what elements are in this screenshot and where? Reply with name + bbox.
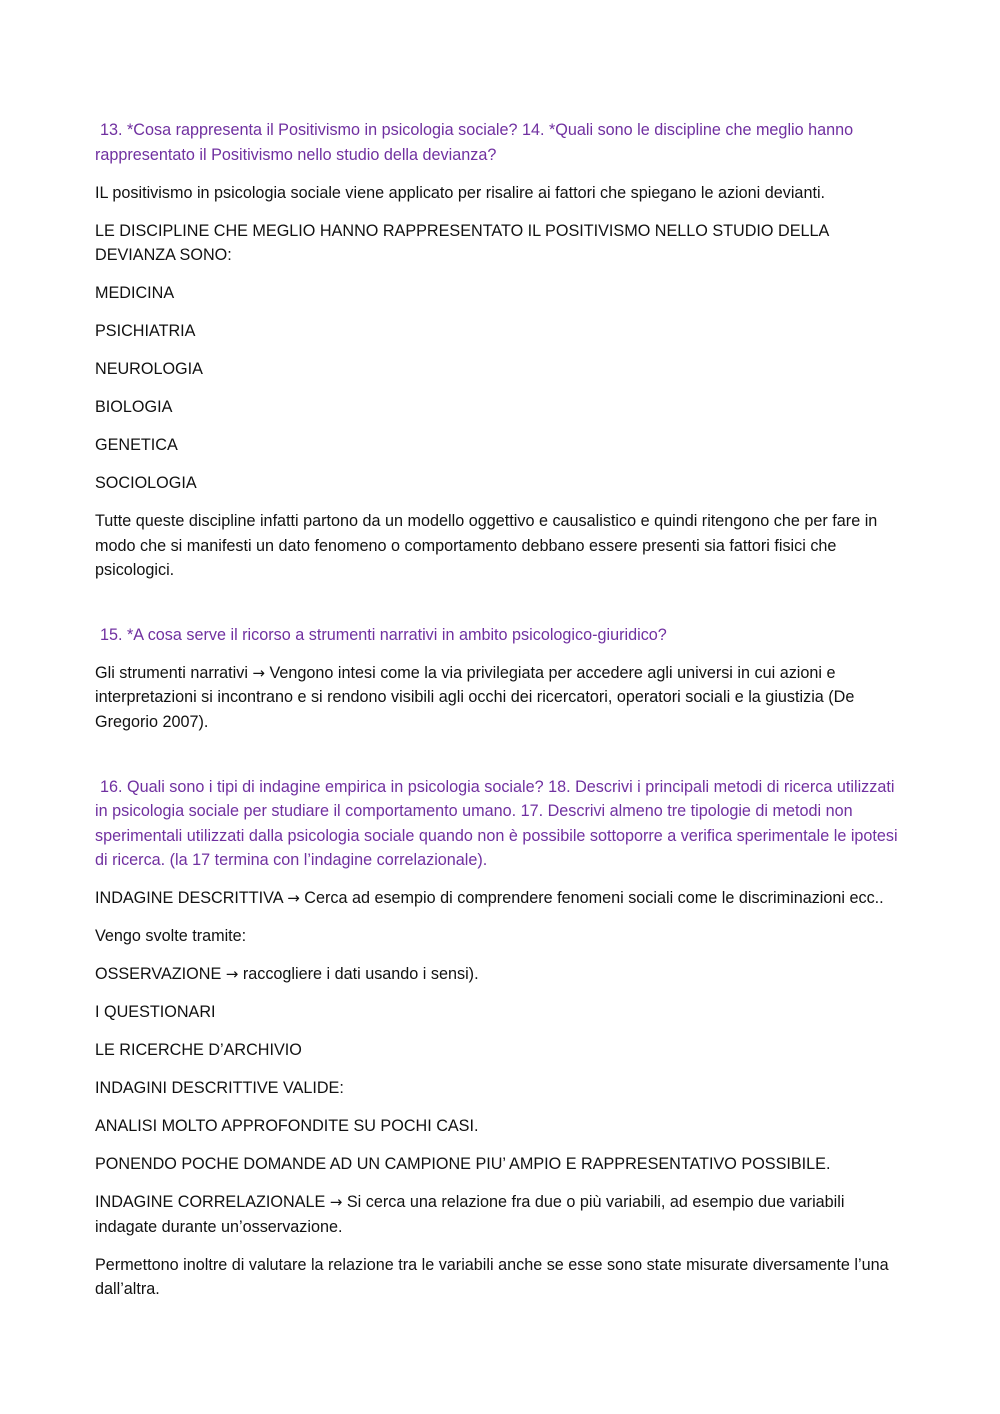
discipline-item: NEUROLOGIA: [95, 360, 203, 379]
paragraph-discipline-heading: LE DISCIPLINE CHE MEGLIO HANNO RAPPRESENTATO IL POSITIVISMO NELLO STUDIO DELLA DEVIANZA SONO:: [95, 221, 829, 265]
arrow-right-icon: →: [287, 889, 300, 908]
question-15: 15. *A cosa serve il ricorso a strumenti narrativi in ambito psicologico-giuridico?: [100, 625, 667, 644]
arrow-right-icon: →: [329, 1193, 343, 1212]
paragraph-questionari: I QUESTIONARI: [95, 1003, 216, 1022]
arrow-right-icon: →: [225, 965, 239, 984]
discipline-item: BIOLOGIA: [95, 398, 173, 417]
paragraph-indagini-valide: INDAGINI DESCRITTIVE VALIDE:: [95, 1079, 344, 1098]
question-16-18-17: 16. Quali sono i tipi di indagine empirica in psicologia sociale? 18. Descrivi i principali metodi di ricerca utilizzati in psicologia sociale per studiare il comportamento umano. 17. Descrivi almeno tre tipologie di metodi non sperimentali utilizzati dalla psicologia sociale quando non è possibile sottoporre a verifica sperimentale le ipotesi di ricerca. (la 17 termina con l’indagine correlazionale).: [95, 777, 898, 870]
paragraph-vengo-svolte: Vengo svolte tramite:: [95, 927, 247, 946]
paragraph-indagine-correlazionale: INDAGINE CORRELAZIONALE → Si cerca una relazione fra due o più variabili, ad esempio due variabili indagate durante un’osservazione.: [95, 1193, 845, 1236]
paragraph-ponendo: PONENDO POCHE DOMANDE AD UN CAMPIONE PIU’ AMPIO E RAPPRESENTATIVO POSSIBILE.: [95, 1155, 831, 1174]
discipline-item: MEDICINA: [95, 284, 175, 303]
paragraph-analisi: ANALISI MOLTO APPROFONDITE SU POCHI CASI.: [95, 1117, 479, 1136]
question-13-14: 13. *Cosa rappresenta il Positivismo in psicologia sociale? 14. *Quali sono le discipline che meglio hanno rappresentato il Positivismo nello studio della devianza?: [95, 121, 854, 164]
paragraph-positivismo: IL positivismo in psicologia sociale viene applicato per risalire ai fattori che spiegano le azioni devianti.: [95, 183, 826, 202]
arrow-right-icon: →: [252, 663, 265, 682]
document-page: [95, 118, 907, 1315]
paragraph-permettono: Permettono inoltre di valutare la relazione tra le variabili anche se esse sono state misurate diversamente l’una dall’altra.: [95, 1255, 889, 1299]
discipline-item: GENETICA: [95, 436, 178, 455]
paragraph-strumenti-narrativi: Gli strumenti narrativi → Vengono intesi come la via privilegiata per accedere agli universi in cui azioni e interpretazioni si incontrano e si rendono visibili agli occhi dei ricercatori, operatori sociali e la giustizia (De Gregorio 2007).: [95, 663, 855, 731]
discipline-item: SOCIOLOGIA: [95, 474, 197, 493]
discipline-item: PSICHIATRIA: [95, 322, 196, 341]
paragraph-osservazione: OSSERVAZIONE → raccogliere i dati usando i sensi).: [95, 965, 479, 984]
paragraph-discipline-summary: Tutte queste discipline infatti partono da un modello oggettivo e causalistico e quindi ritengono che per fare in modo che si manifesti un dato fenomeno o comportamento debbano essere presenti sia fattori fisici che psicologici.: [95, 512, 878, 580]
paragraph-ricerche-archivio: LE RICERCHE D’ARCHIVIO: [95, 1041, 302, 1060]
paragraph-indagine-descrittiva: INDAGINE DESCRITTIVA → Cerca ad esempio di comprendere fenomeni sociali come le discriminazioni ecc..: [95, 889, 884, 908]
